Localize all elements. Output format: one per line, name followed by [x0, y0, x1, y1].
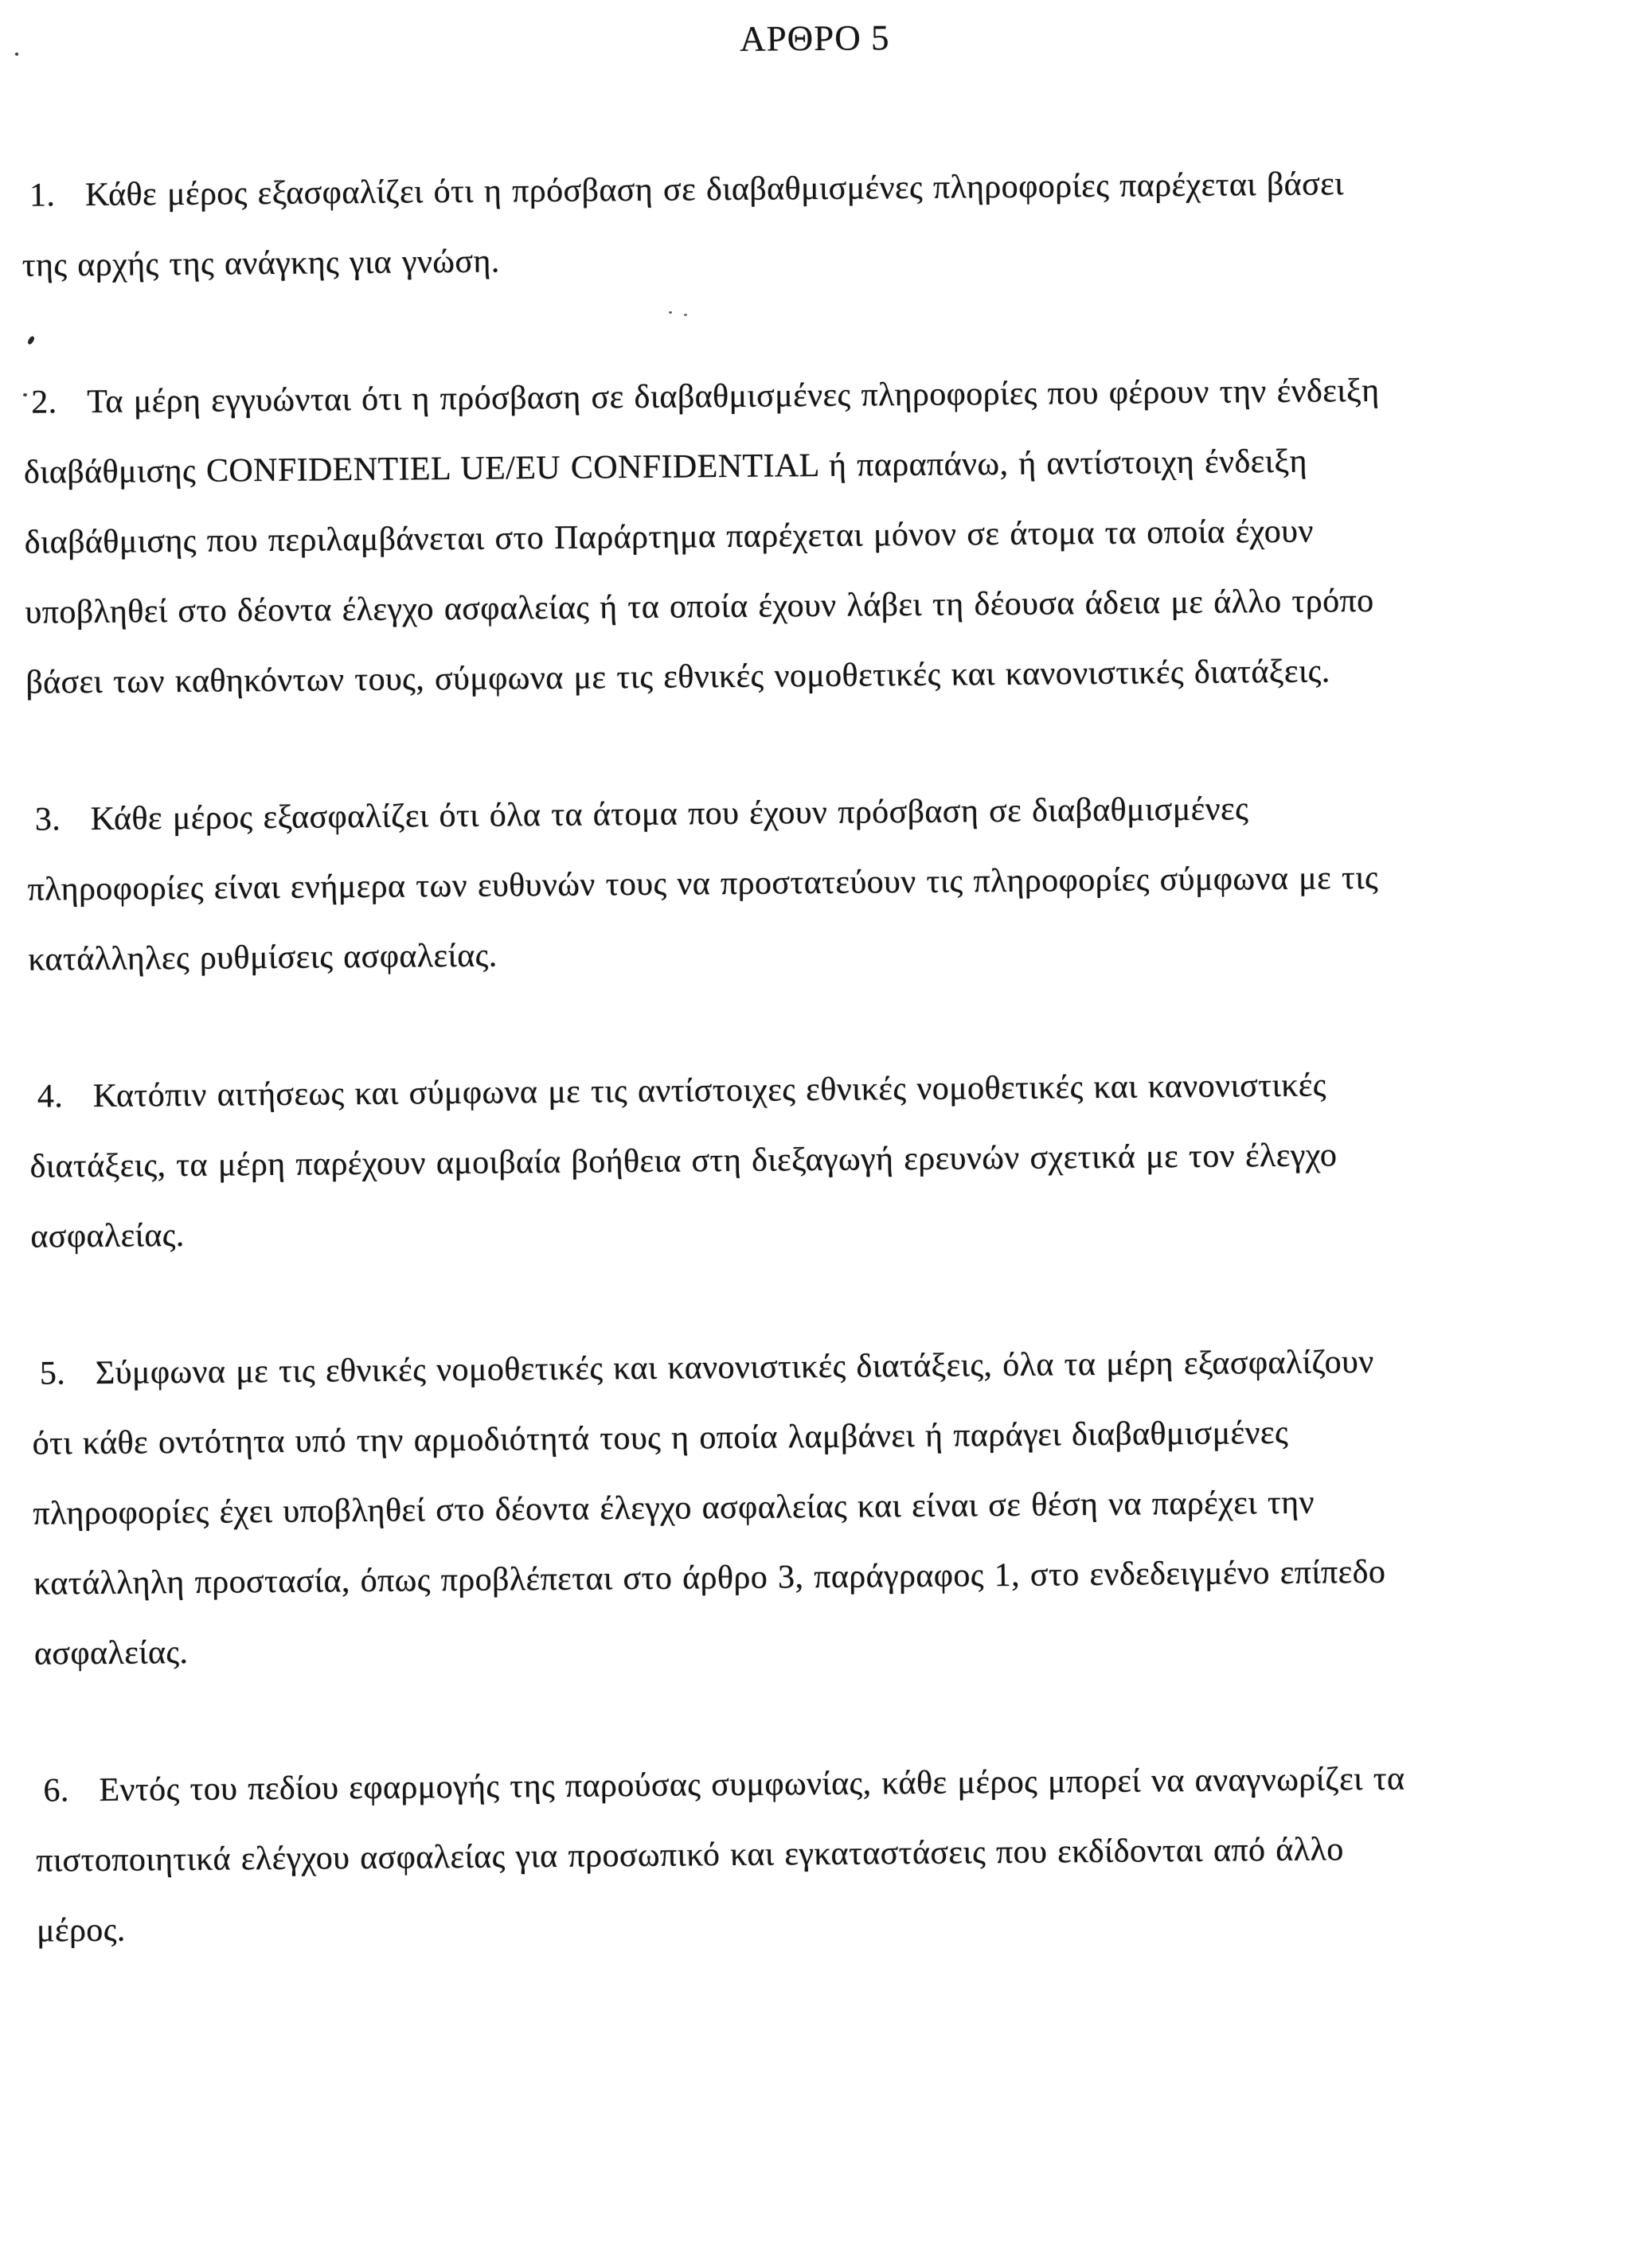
- paragraph-6-text: Εντός του πεδίου εφαρμογής της παρούσας συμφωνίας, κάθε μέρος μπορεί να αναγνωρίζει τα πιστοποιητικά ελέγχου ασφαλείας για προσωπικό και εγκαταστάσεις που εκδίδονται από άλλο μέρος.: [36, 1760, 1405, 1950]
- document-content: [20, 4, 1626, 1965]
- paragraph-6: [35, 1742, 1626, 1965]
- scan-speck: [15, 53, 18, 56]
- paragraph-6-number: 6.: [43, 1772, 69, 1809]
- paragraph-2-text: Τα μέρη εγγυώνται ότι η πρόσβαση σε διαβαθμισμένες πληροφορίες που φέρουν την ένδειξη διαβάθμισης CONFIDENTIEL UE/EU CONFIDENTIAL ή παραπάνω, ή αντίστοιχη ένδειξη διαβάθμισης που περιλαμβάνεται στο Παράρτημα παρέχεται μόνον σε άτομα τα οποία έχουν υποβληθεί στο δέοντα έλεγχο ασφαλείας ή τα οποία έχουν λάβει τη δέουσα άδεια με άλλο τρόπο βάσει των καθηκόντων τους, σύμφωνα με τις εθνικές νομοθετικές και κανονιστικές διατάξεις.: [23, 372, 1380, 701]
- paragraph-5-number: 5.: [39, 1355, 66, 1392]
- paragraph-2: [23, 353, 1615, 717]
- paragraph-1-text: Κάθε μέρος εξασφαλίζει ότι η πρόσβαση σε διαβαθμισμένες πληροφορίες παρέχεται βάσει της αρχής της ανάγκης για γνώση.: [21, 166, 1345, 284]
- paragraph-3-text: Κάθε μέρος εξασφαλίζει ότι όλα τα άτομα που έχουν πρόσβαση σε διαβαθμισμένες πληροφορίες είναι ενήμερα των ευθυνών τους να προστατεύουν τις πληροφορίες σύμφωνα με τις κατάλληλες ρυθμίσεις ασφαλείας.: [27, 790, 1379, 978]
- paragraph-4-text: Κατόπιν αιτήσεως και σύμφωνα με τις αντίστοιχες εθνικές νομοθετικές και κανονιστικές διατάξεις, τα μέρη παρέχουν αμοιβαία βοήθεια στη διεξαγωγή ερευνών σχετικά με τον έλεγχο ασφαλείας.: [29, 1067, 1338, 1255]
- paragraph-1-number: 1.: [29, 177, 56, 214]
- paragraph-3: [26, 771, 1617, 994]
- paragraph-5: [32, 1325, 1624, 1688]
- article-title: ΑΡΘΡΟ 5: [739, 18, 890, 59]
- paragraph-2-number: 2.: [31, 384, 57, 421]
- paragraph-1: [21, 146, 1612, 300]
- paragraph-4-number: 4.: [37, 1078, 64, 1115]
- paragraph-4: [29, 1048, 1619, 1271]
- paragraph-3-number: 3.: [34, 801, 61, 838]
- paragraph-5-text: Σύμφωνα με τις εθνικές νομοθετικές και κανονιστικές διατάξεις, όλα τα μέρη εξασφαλίζουν ότι κάθε οντότητα υπό την αρμοδιότητά τους η οποία λαμβάνει ή παράγει διαβαθμισμένες πληροφορίες έχει υποβληθεί στο δέοντα έλεγχο ασφαλείας και είναι σε θέση να παρέχει την κατάλληλη προστασία, όπως προβλέπεται στο άρθρο 3, παράγραφος 1, στο ενδεδειγμένο επίπεδο ασφαλείας.: [32, 1343, 1386, 1673]
